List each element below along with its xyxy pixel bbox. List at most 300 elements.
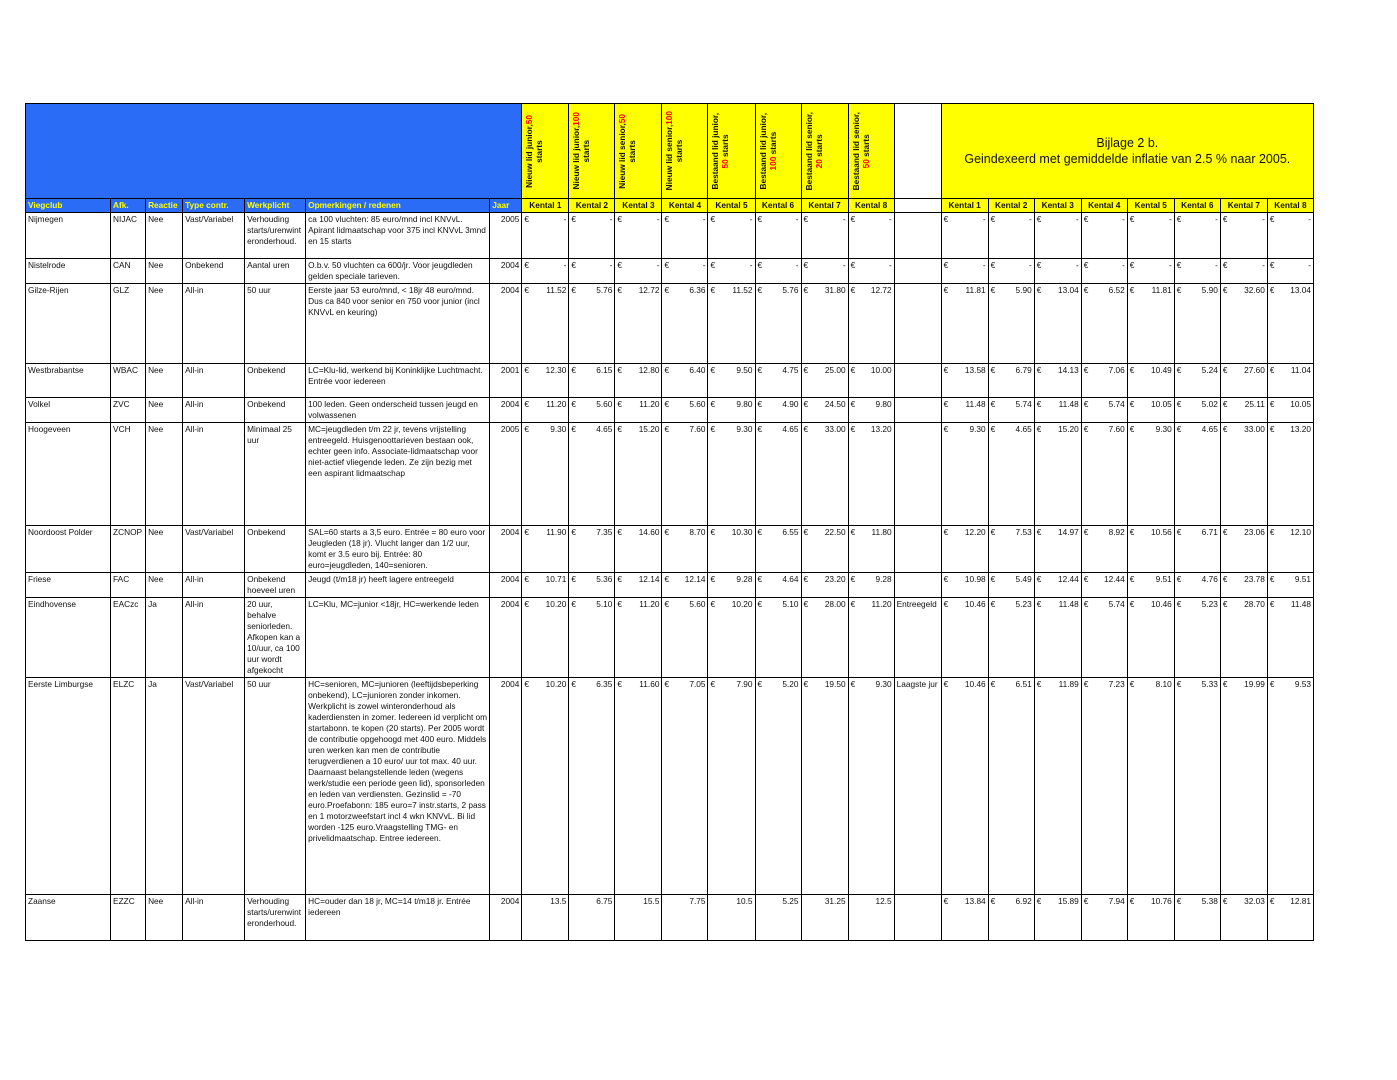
tariff-cell [522, 895, 569, 941]
indexed-tariff-cell [1081, 364, 1127, 398]
indexed-tariff-cell [988, 526, 1034, 573]
currency-symbol: € [1036, 365, 1042, 375]
currency-symbol: € [1269, 599, 1275, 609]
currency-symbol: € [757, 527, 763, 537]
year-cell: 2004 [490, 598, 522, 678]
note-cell [894, 284, 941, 364]
currency-symbol: € [803, 574, 809, 584]
amount-value: 7.06 [1108, 365, 1125, 375]
amount-value: - [1075, 260, 1079, 270]
amount-value: 6.15 [596, 365, 613, 375]
remarks-cell: Eerste jaar 53 euro/mnd, < 18jr 48 euro/mnd. Dus ca 840 voor senior en 750 voor junior (incl KNVvL en keuring) [306, 284, 490, 364]
currency-symbol: € [803, 285, 809, 295]
amount-value: 13.84 [964, 896, 986, 906]
amount-value: 32.60 [1244, 285, 1265, 295]
currency-symbol: € [664, 527, 670, 537]
currency-symbol: € [943, 285, 949, 295]
amount-value: 4.65 [782, 424, 799, 434]
tariff-cell [755, 598, 801, 678]
table-row [26, 364, 1314, 398]
amount-value: 4.65 [1201, 424, 1218, 434]
tariff-cell [848, 213, 894, 259]
tariff-cell [615, 895, 662, 941]
tariff-cell [662, 573, 708, 598]
amount-value: - [888, 214, 892, 224]
amount-value: 11.20 [546, 399, 567, 409]
amount-value: 13.20 [870, 424, 892, 434]
currency-symbol: € [850, 214, 856, 224]
kental-right-6: Kental 6 [1174, 199, 1220, 213]
amount-value: 12.14 [684, 574, 706, 584]
tariff-cell [662, 398, 708, 423]
remarks-cell: LC=Klu, MC=junior <18jr, HC=werkende leden [306, 598, 490, 678]
werkplicht-cell: 20 uur, behalve seniorleden. Afkopen kan a 10/uur, ca 100 uur wordt afgekocht [245, 598, 306, 678]
amount-value: 7.60 [689, 424, 706, 434]
amount-value: 9.51 [1294, 574, 1311, 584]
amount-value: 23.20 [824, 574, 846, 584]
indexed-tariff-cell [1220, 364, 1267, 398]
indexed-tariff-cell [1081, 573, 1127, 598]
currency-symbol: € [1036, 260, 1042, 270]
currency-symbol: € [1176, 260, 1182, 270]
indexed-tariff-cell [1220, 284, 1267, 364]
amount-value: 7.23 [1108, 679, 1125, 689]
amount-value: 8.92 [1108, 527, 1125, 537]
currency-symbol: € [757, 424, 763, 434]
contract-type-cell: All-in [183, 598, 245, 678]
amount-value: 9.53 [1294, 679, 1311, 689]
currency-symbol: € [1129, 424, 1135, 434]
currency-symbol: € [1269, 399, 1275, 409]
amount-value: - [609, 260, 613, 270]
tariff-cell [569, 259, 615, 284]
amount-value: 14.13 [1057, 365, 1079, 375]
indexed-tariff-cell [1220, 259, 1267, 284]
indexed-tariff-cell [941, 259, 988, 284]
tariff-cell [662, 678, 708, 895]
currency-symbol: € [1036, 285, 1042, 295]
col-head-1: Nieuw lid junior,50 starts [522, 104, 569, 199]
amount-value: 4.65 [1015, 424, 1032, 434]
amount-value: 13.04 [1290, 285, 1311, 295]
indexed-tariff-cell [988, 259, 1034, 284]
amount-value: 10.20 [545, 599, 567, 609]
currency-symbol: € [943, 260, 949, 270]
amount-value: 11.04 [1290, 365, 1311, 375]
currency-symbol: € [1083, 679, 1089, 689]
amount-value: 5.36 [596, 574, 613, 584]
currency-symbol: € [1176, 214, 1182, 224]
currency-symbol: € [1222, 260, 1228, 270]
currency-symbol: € [664, 599, 670, 609]
currency-symbol: € [571, 424, 577, 434]
reactie-cell: Nee [146, 364, 183, 398]
currency-symbol: € [617, 599, 623, 609]
remarks-cell: Jeugd (t/m18 jr) heeft lagere entreegeld [306, 573, 490, 598]
amount-value: 9.30 [875, 679, 892, 689]
indexed-tariff-cell [1174, 598, 1220, 678]
tariff-cell [848, 284, 894, 364]
indexed-tariff-cell [1220, 598, 1267, 678]
currency-symbol: € [710, 285, 716, 295]
spacer-column-head [894, 104, 941, 199]
amount-value: - [702, 214, 706, 224]
amount-value: - [1122, 214, 1125, 224]
currency-symbol: € [757, 260, 763, 270]
note-cell [894, 423, 941, 526]
col-head-7: Bestaand lid senior, 20 starts [801, 104, 848, 199]
kental-right-5: Kental 5 [1127, 199, 1174, 213]
tariff-cell [522, 259, 569, 284]
remarks-cell: 100 leden. Geen onderscheid tussen jeugd en volwassenen [306, 398, 490, 423]
amount-value: 11.52 [732, 285, 753, 295]
currency-symbol: € [524, 424, 529, 434]
club-name-cell: Nijmegen [26, 213, 111, 259]
amount-value: 12.5 [875, 896, 892, 906]
amount-value: 12.81 [1290, 896, 1311, 906]
club-name-cell: Eerste Limburgse [26, 678, 111, 895]
amount-value: 13.20 [1290, 424, 1311, 434]
indexed-tariff-cell [1081, 526, 1127, 573]
currency-symbol: € [1036, 527, 1042, 537]
amount-value: 5.20 [782, 679, 799, 689]
currency-symbol: € [524, 599, 529, 609]
amount-value: 6.40 [689, 365, 706, 375]
currency-symbol: € [571, 260, 577, 270]
currency-symbol: € [664, 399, 670, 409]
tariff-table [25, 103, 1314, 941]
amount-value: 11.90 [546, 527, 567, 537]
currency-symbol: € [943, 599, 949, 609]
indexed-tariff-cell [941, 678, 988, 895]
tariff-cell [522, 526, 569, 573]
tariff-cell [755, 259, 801, 284]
currency-symbol: € [710, 527, 716, 537]
indexed-tariff-cell [1081, 598, 1127, 678]
currency-symbol: € [757, 214, 763, 224]
header-opmerkingen: Opmerkingen / redenen [306, 199, 490, 213]
amount-value: 6.36 [689, 285, 706, 295]
currency-symbol: € [850, 365, 856, 375]
appendix-title-line2: Geindexeerd met gemiddelde inflatie van 2.5 % naar 2005. [964, 152, 1291, 166]
currency-symbol: € [664, 260, 670, 270]
note-cell: Entreegeld [894, 598, 941, 678]
tariff-cell [615, 678, 662, 895]
amount-value: 8.70 [689, 527, 706, 537]
header-type: Type contr. [183, 199, 245, 213]
currency-symbol: € [617, 424, 623, 434]
currency-symbol: € [1176, 896, 1182, 906]
indexed-tariff-cell [941, 213, 988, 259]
tariff-cell [801, 364, 848, 398]
club-abbr-cell: VCH [111, 423, 146, 526]
amount-value: 5.74 [1108, 399, 1125, 409]
amount-value: - [1215, 260, 1218, 270]
currency-symbol: € [1222, 896, 1228, 906]
kental-right-3: Kental 3 [1034, 199, 1081, 213]
club-abbr-cell: GLZ [111, 284, 146, 364]
currency-symbol: € [1129, 285, 1135, 295]
indexed-tariff-cell [1220, 526, 1267, 573]
tariff-cell [708, 213, 755, 259]
indexed-tariff-cell [1220, 895, 1267, 941]
tariff-cell [708, 598, 755, 678]
amount-value: 12.20 [964, 527, 986, 537]
amount-value: 13.04 [1057, 285, 1079, 295]
tariff-cell [801, 573, 848, 598]
club-abbr-cell: ZVC [111, 398, 146, 423]
amount-value: 9.28 [736, 574, 753, 584]
amount-value: 4.90 [782, 399, 799, 409]
note-cell [894, 398, 941, 423]
currency-symbol: € [757, 574, 763, 584]
spacer-column-label [894, 199, 941, 213]
amount-value: 12.72 [870, 285, 892, 295]
note-cell [894, 364, 941, 398]
tariff-cell [755, 284, 801, 364]
currency-symbol: € [571, 365, 577, 375]
currency-symbol: € [1036, 424, 1042, 434]
amount-value: 5.76 [596, 285, 613, 295]
indexed-tariff-cell [988, 598, 1034, 678]
club-abbr-cell: WBAC [111, 364, 146, 398]
currency-symbol: € [1269, 285, 1275, 295]
tariff-cell [615, 213, 662, 259]
currency-symbol: € [1269, 365, 1275, 375]
currency-symbol: € [617, 214, 623, 224]
club-name-cell: Westbrabantse [26, 364, 111, 398]
currency-symbol: € [571, 527, 577, 537]
currency-symbol: € [757, 365, 763, 375]
currency-symbol: € [1083, 527, 1089, 537]
tariff-cell [801, 213, 848, 259]
amount-value: 7.90 [736, 679, 753, 689]
kental-right-2: Kental 2 [988, 199, 1034, 213]
amount-value: 10.05 [1290, 399, 1311, 409]
amount-value: 12.72 [638, 285, 660, 295]
currency-symbol: € [1129, 399, 1135, 409]
currency-symbol: € [617, 527, 623, 537]
currency-symbol: € [617, 399, 623, 409]
currency-symbol: € [850, 599, 856, 609]
currency-symbol: € [850, 574, 856, 584]
amount-value: 25.00 [824, 365, 846, 375]
indexed-tariff-cell [941, 398, 988, 423]
indexed-tariff-cell [988, 573, 1034, 598]
remarks-cell: ca 100 vluchten: 85 euro/mnd incl KNVvL. Apirant lidmaatschap voor 375 incl KNVvL 3mnd en 15 starts [306, 213, 490, 259]
amount-value: 9.28 [875, 574, 892, 584]
indexed-tariff-cell [988, 364, 1034, 398]
kental-right-4: Kental 4 [1081, 199, 1127, 213]
amount-value: - [982, 260, 986, 270]
currency-symbol: € [850, 679, 856, 689]
amount-value: - [842, 260, 846, 270]
tariff-cell [848, 678, 894, 895]
currency-symbol: € [803, 527, 809, 537]
currency-symbol: € [803, 260, 809, 270]
indexed-tariff-cell [1081, 895, 1127, 941]
currency-symbol: € [990, 574, 996, 584]
contract-type-cell: All-in [183, 895, 245, 941]
amount-value: 11.89 [1058, 679, 1079, 689]
amount-value: 11.20 [871, 599, 892, 609]
amount-value: 12.80 [638, 365, 660, 375]
currency-symbol: € [1036, 896, 1042, 906]
amount-value: - [888, 260, 892, 270]
currency-symbol: € [990, 527, 996, 537]
amount-value: 6.35 [596, 679, 613, 689]
amount-value: 5.49 [1015, 574, 1032, 584]
currency-symbol: € [1083, 599, 1089, 609]
year-cell: 2004 [490, 526, 522, 573]
currency-symbol: € [1222, 365, 1228, 375]
amount-value: 10.71 [545, 574, 567, 584]
indexed-tariff-cell [988, 895, 1034, 941]
amount-value: 10.76 [1151, 896, 1172, 906]
club-name-cell: Eindhovense [26, 598, 111, 678]
header-reactie: Reactie [146, 199, 183, 213]
reactie-cell: Nee [146, 259, 183, 284]
amount-value: - [1028, 214, 1032, 224]
amount-value: 10.46 [964, 599, 986, 609]
currency-symbol: € [710, 424, 716, 434]
amount-value: 11.48 [965, 399, 986, 409]
tariff-cell [801, 895, 848, 941]
amount-value: 10.46 [964, 679, 986, 689]
amount-value: 10.20 [545, 679, 567, 689]
amount-value: 22.50 [824, 527, 846, 537]
amount-value: 11.20 [639, 599, 660, 609]
amount-value: 4.76 [1201, 574, 1218, 584]
werkplicht-cell: Aantal uren [245, 259, 306, 284]
werkplicht-cell: Onbekend [245, 526, 306, 573]
table-row [26, 259, 1314, 284]
currency-symbol: € [524, 679, 529, 689]
amount-value: 10.56 [1151, 527, 1172, 537]
amount-value: - [795, 260, 799, 270]
amount-value: - [1169, 214, 1172, 224]
currency-symbol: € [1222, 424, 1228, 434]
currency-symbol: € [1129, 527, 1135, 537]
currency-symbol: € [1269, 896, 1275, 906]
remarks-cell: O.b.v. 50 vluchten ca 600/jr. Voor jeugdleden gelden speciale tarieven. [306, 259, 490, 284]
club-name-cell: Volkel [26, 398, 111, 423]
currency-symbol: € [1269, 574, 1275, 584]
currency-symbol: € [943, 214, 949, 224]
amount-value: 7.94 [1108, 896, 1125, 906]
amount-value: 27.60 [1244, 365, 1265, 375]
currency-symbol: € [1083, 574, 1089, 584]
reactie-cell: Nee [146, 398, 183, 423]
amount-value: 9.30 [1155, 424, 1172, 434]
amount-value: 10.30 [731, 527, 753, 537]
indexed-tariff-cell [1034, 259, 1081, 284]
tariff-cell [708, 259, 755, 284]
amount-value: - [749, 214, 753, 224]
currency-symbol: € [1222, 679, 1228, 689]
table-row [26, 598, 1314, 678]
amount-value: 6.92 [1015, 896, 1032, 906]
tariff-cell [662, 364, 708, 398]
indexed-tariff-cell [988, 213, 1034, 259]
tariff-cell [522, 598, 569, 678]
table-row [26, 678, 1314, 895]
currency-symbol: € [1222, 399, 1228, 409]
currency-symbol: € [571, 574, 577, 584]
header-jaar: Jaar [490, 199, 522, 213]
kental-right-7: Kental 7 [1220, 199, 1267, 213]
currency-symbol: € [1269, 260, 1275, 270]
remarks-cell: HC=ouder dan 18 jr, MC=14 t/m18 jr. Entrée iedereen [306, 895, 490, 941]
currency-symbol: € [1269, 424, 1275, 434]
indexed-tariff-cell [1174, 573, 1220, 598]
currency-symbol: € [990, 679, 996, 689]
indexed-tariff-cell [1174, 423, 1220, 526]
club-abbr-cell: ZCNOP [111, 526, 146, 573]
currency-symbol: € [850, 285, 856, 295]
currency-symbol: € [664, 365, 670, 375]
contract-type-cell: All-in [183, 423, 245, 526]
currency-symbol: € [1176, 574, 1182, 584]
werkplicht-cell: 50 uur [245, 678, 306, 895]
tariff-cell [755, 398, 801, 423]
currency-symbol: € [943, 527, 949, 537]
amount-value: - [656, 214, 660, 224]
note-cell [894, 573, 941, 598]
tariff-cell [662, 526, 708, 573]
indexed-tariff-cell [1127, 895, 1174, 941]
table-row [26, 213, 1314, 259]
appendix-title [941, 104, 1313, 199]
amount-value: 24.50 [824, 399, 846, 409]
werkplicht-cell: Onbekend hoeveel uren [245, 573, 306, 598]
amount-value: - [1308, 214, 1311, 224]
contract-type-cell: All-in [183, 398, 245, 423]
amount-value: 10.46 [1151, 599, 1172, 609]
currency-symbol: € [757, 679, 763, 689]
tariff-cell [848, 259, 894, 284]
indexed-tariff-cell [988, 678, 1034, 895]
currency-symbol: € [990, 896, 996, 906]
amount-value: 5.24 [1201, 365, 1218, 375]
club-name-cell: Friese [26, 573, 111, 598]
indexed-tariff-cell [1034, 364, 1081, 398]
amount-value: 12.44 [1057, 574, 1079, 584]
currency-symbol: € [757, 285, 763, 295]
amount-value: 11.81 [965, 285, 986, 295]
tariff-cell [801, 398, 848, 423]
amount-value: - [795, 214, 799, 224]
tariff-cell [755, 213, 801, 259]
currency-symbol: € [710, 679, 716, 689]
tariff-cell [848, 895, 894, 941]
currency-symbol: € [1176, 424, 1182, 434]
currency-symbol: € [710, 214, 716, 224]
indexed-tariff-cell [1267, 598, 1313, 678]
werkplicht-cell: Onbekend [245, 364, 306, 398]
currency-symbol: € [803, 399, 809, 409]
amount-value: 7.05 [689, 679, 706, 689]
amount-value: 9.30 [736, 424, 753, 434]
amount-value: 5.90 [1201, 285, 1218, 295]
indexed-tariff-cell [1267, 213, 1313, 259]
club-abbr-cell: FAC [111, 573, 146, 598]
currency-symbol: € [943, 365, 949, 375]
currency-symbol: € [990, 424, 996, 434]
amount-value: 5.76 [782, 285, 799, 295]
amount-value: 8.10 [1155, 679, 1172, 689]
reactie-cell: Nee [146, 573, 183, 598]
